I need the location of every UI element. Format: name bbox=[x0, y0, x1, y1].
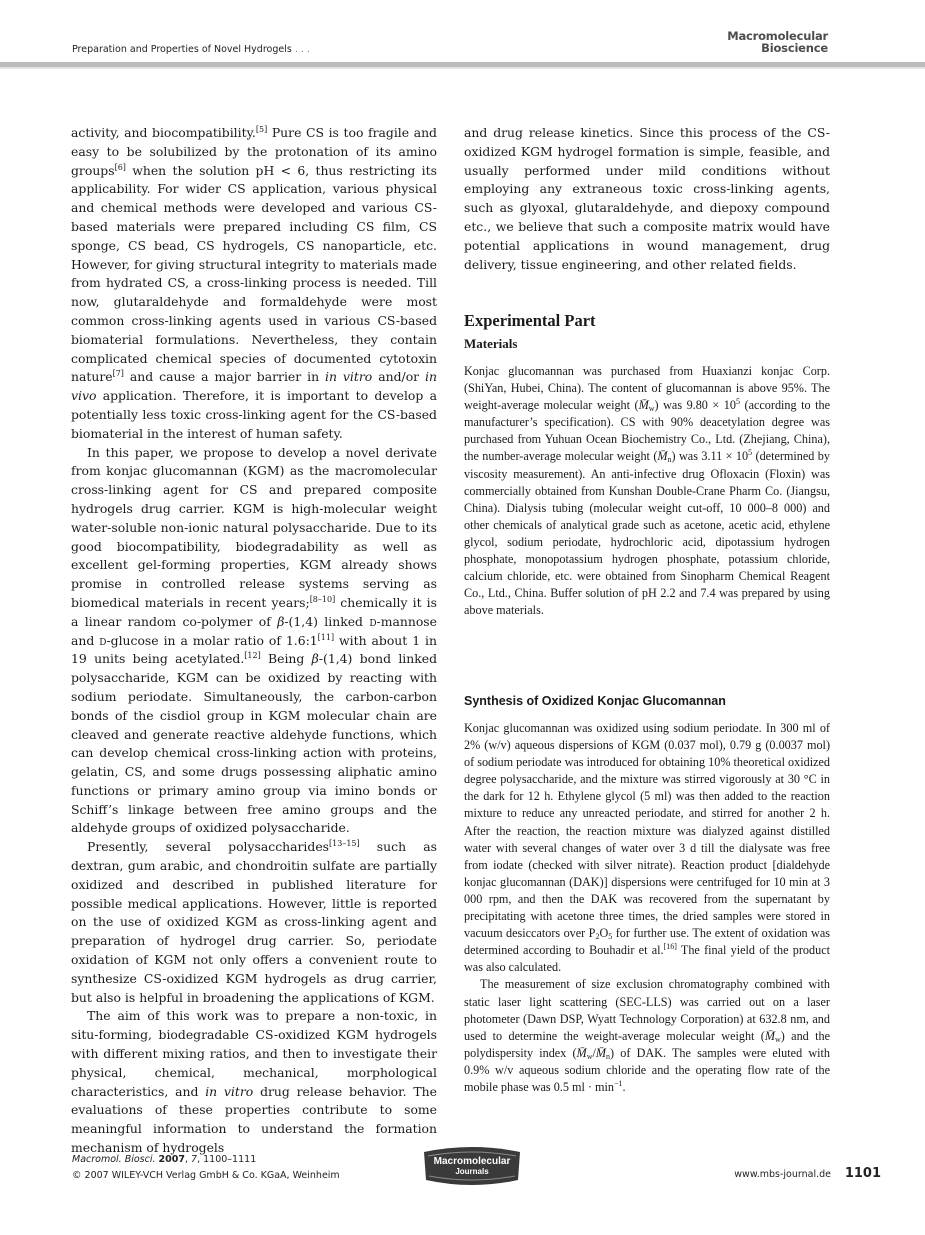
citation-line: Macromol. Biosci. 2007, 7, 1100–1111 bbox=[72, 1154, 257, 1165]
subsection-heading-synthesis: Synthesis of Oxidized Konjac Glucomannan bbox=[464, 694, 726, 708]
paragraph-intro-3: Presently, several polysaccharides[13–15] such as dextran, gum arabic, and chondroitin sulfate are partially oxidized and described in published literature for possible medical applications. However, little is reported on the use of oxidized KGM as cross-linking agent and preparation of hydrogel drug carrier. So, periodate oxidation of KGM not only offers a convenient route to synthesize CS-oxidized KGM hydrogels as drug carrier, but also is helpful in broadening the applications of KGM. bbox=[71, 839, 437, 1005]
footer-citation bbox=[72, 1152, 340, 1184]
section-heading-experimental: Experimental Part bbox=[464, 311, 596, 330]
sec-lls-paragraph: The measurement of size exclusion chromatography combined with static laser light scattering (SEC-LLS) was carried out on a laser photometer (Dawn DSP, Wyatt Technology Corporation) at 632.8 nm, and used to determine the weight-average molecular weight $(M̄_w)$ and the polydispersity index $(M̄_w/M̄_n)$ of DAK. The samples were eluted with 0.9% w/v aqueous sodium chloride and the operating flow rate of the mobile phase was 0.5 ml · $\min^{-1}$. bbox=[464, 977, 831, 1094]
subsection-heading-materials: Materials bbox=[464, 336, 518, 351]
journal-url[interactable]: www.mbs-journal.de bbox=[734, 1169, 831, 1180]
brand-line-2: Bioscience bbox=[761, 41, 828, 55]
logo-line-2: Journals bbox=[455, 1167, 489, 1176]
paragraph-intro-4: The aim of this work was to prepare a non-toxic, in situ-forming, biodegradable CS-oxidized KGM hydrogels with different mixing ratios, and then to investigate their physical, chemical, mechanical, morphological characteristics, and in vitro drug release behavior. The evaluations of these properties contribute to some meaningful information to understand the formation mechanism of hydrogels bbox=[71, 1008, 437, 1156]
right-column-intro bbox=[464, 124, 830, 274]
brand-line-1: Macromolecular bbox=[727, 29, 828, 43]
header-rule-shadow bbox=[0, 67, 925, 69]
synthesis-paragraph: Konjac glucomannan was oxidized using sodium periodate. In 300 ml of 2% (w/v) aqueous dispersions of KGM (0.037 mol), 0.79 g (0.0037 mol) of sodium periodate was introduced for obtaining 10% theoretical oxidized degree polysaccharide, and the mixture was stirred vigorously at 30 °C in the dark for 12 h. Ethylene glycol (5 ml) was then added to the reaction mixture to reduce any unreacted periodate, and stirred for another 2 h. After the reaction, the reaction mixture was dialyzed against distilled water with several changes of water over 3 d till the dialysate was free from iodate (checked with silver nitrate). Reaction product [dialdehyde konjac glucomannan (DAK)] dispersions were centrifuged for 10 min at 3 000 rpm, and then the DAK was recovered from the supernatant by precipitating with acetone three times, the dried samples were stored in vacuum desiccators over $P_2O_5$ for further use. The extent of oxidation was determined according to Bouhadir et al.[16] The final yield of the product was also calculated. bbox=[464, 721, 831, 975]
paragraph-intro-2: In this paper, we propose to develop a novel derivate from konjac glucomannan (KGM) as the macromolecular cross-linking agent for CS and prepared composite hydrogels drug carrier. KGM is high-molecular weight water-soluble non-ionic natural polysaccharide. Due to its good biocompatibility, biodegradability as well as excellent gel-forming properties, KGM already shows promise in controlled release systems serving as biomedical materials in recent years;[8–10] chemically it is a linear random co-polymer of β-(1,4) linked d-mannose and d-glucose in a molar ratio of 1.6:1[11] with about 1 in 19 units being acetylated.[12] Being β-(1,4) bond linked polysaccharide, KGM can be oxidized by reacting with sodium periodate. Simultaneously, the carbon-carbon bonds of the cisdiol group in KGM molecular chain are cleaved and generate reactive aldehyde functions, which can develop chemical cross-linking action with proteins, gelatin, CS, and some drugs possessing aliphatic amino functions or primary amino group via imino bonds or Schiff’s linkage between free amino groups and the aldehyde groups of oxidized polysaccharide. bbox=[71, 444, 437, 836]
logo-line-1: Macromolecular bbox=[433, 1156, 511, 1167]
page-number: 1101 bbox=[844, 1166, 881, 1181]
journal-brand bbox=[727, 30, 828, 54]
left-column bbox=[71, 124, 437, 1158]
paragraph-intro-1: activity, and biocompatibility.[5] Pure CS is too fragile and easy to be solubilized by the protonation of its amino groups[6] when the solution pH < 6, thus restricting its applicability. For wider CS application, various physical and chemical methods were developed and various CS-based materials were prepared including CS film, CS sponge, CS bead, CS hydrogels, CS nanoparticle, etc. However, for giving structural integrity to materials made from hydrated CS, a cross-linking process is needed. Till now, glutaraldehyde and formaldehyde were most common cross-linking agents used in various CS-based biomaterial formulations. Nevertheless, they contain complicated chemical species of documented cytotoxin nature[7] and cause a major barrier in in vitro and/or in vivo application. Therefore, it is important to develop a potentially less toxic cross-linking agent for the CS-based biomaterial in the interest of human safety. bbox=[71, 125, 437, 441]
running-title: Preparation and Properties of Novel Hydrogels . . . bbox=[72, 44, 310, 55]
synthesis-section bbox=[464, 720, 830, 1096]
paragraph-intro-5: and drug release kinetics. Since this process of the CS-oxidized KGM hydrogel formation is simple, feasible, and usually performed under mild conditions without employing any extraneous toxic cross-linking agents, such as glyoxal, glutaraldehyde, and diepoxy compound etc., we believe that such a composite matrix would have potential applications in wound management, drug delivery, tissue engineering, and other related fields. bbox=[464, 125, 830, 272]
copyright-line: © 2007 WILEY-VCH Verlag GmbH & Co. KGaA, Weinheim bbox=[72, 1170, 340, 1181]
materials-paragraph: Konjac glucomannan was purchased from Huaxianzi konjac Corp. (ShiYan, Hubei, China). The content of glucomannan is above 95%. The weight-average molecular weight $(M̄_w)$ was $9.80 \times 10^5$ (according to the manufacturer’s specification). CS with 90% deacetylation degree was purchased from Yuhuan Ocean Biochemistry Co., Ltd. (Zhejiang, China), the number-average molecular weight $(M̄_n)$ was $3.11 \times 10^5$ (determined by viscosity measurement). An anti-infective drug Ofloxacin (Floxin) was commercially obtained from Kunshan Double-Crane Pharm Co. (Jiangsu, China). Dialysis tubing (molecular weight cut-off, 10 000–8 000) and other chemicals of analytical grade such as acetone, acetic acid, ethylene glycol, sodium periodate, hydrochloric acid, dipotassium hydrogen phosphate, monopotassium hydrogen phosphate, potassium chloride, calcium chloride, etc. were obtained from Sinopharm Chemical Reagent Co., Ltd., China. Buffer solution of pH 2.2 and 7.4 was prepared by using above materials. bbox=[464, 364, 831, 618]
macromolecular-journals-logo bbox=[420, 1144, 524, 1188]
